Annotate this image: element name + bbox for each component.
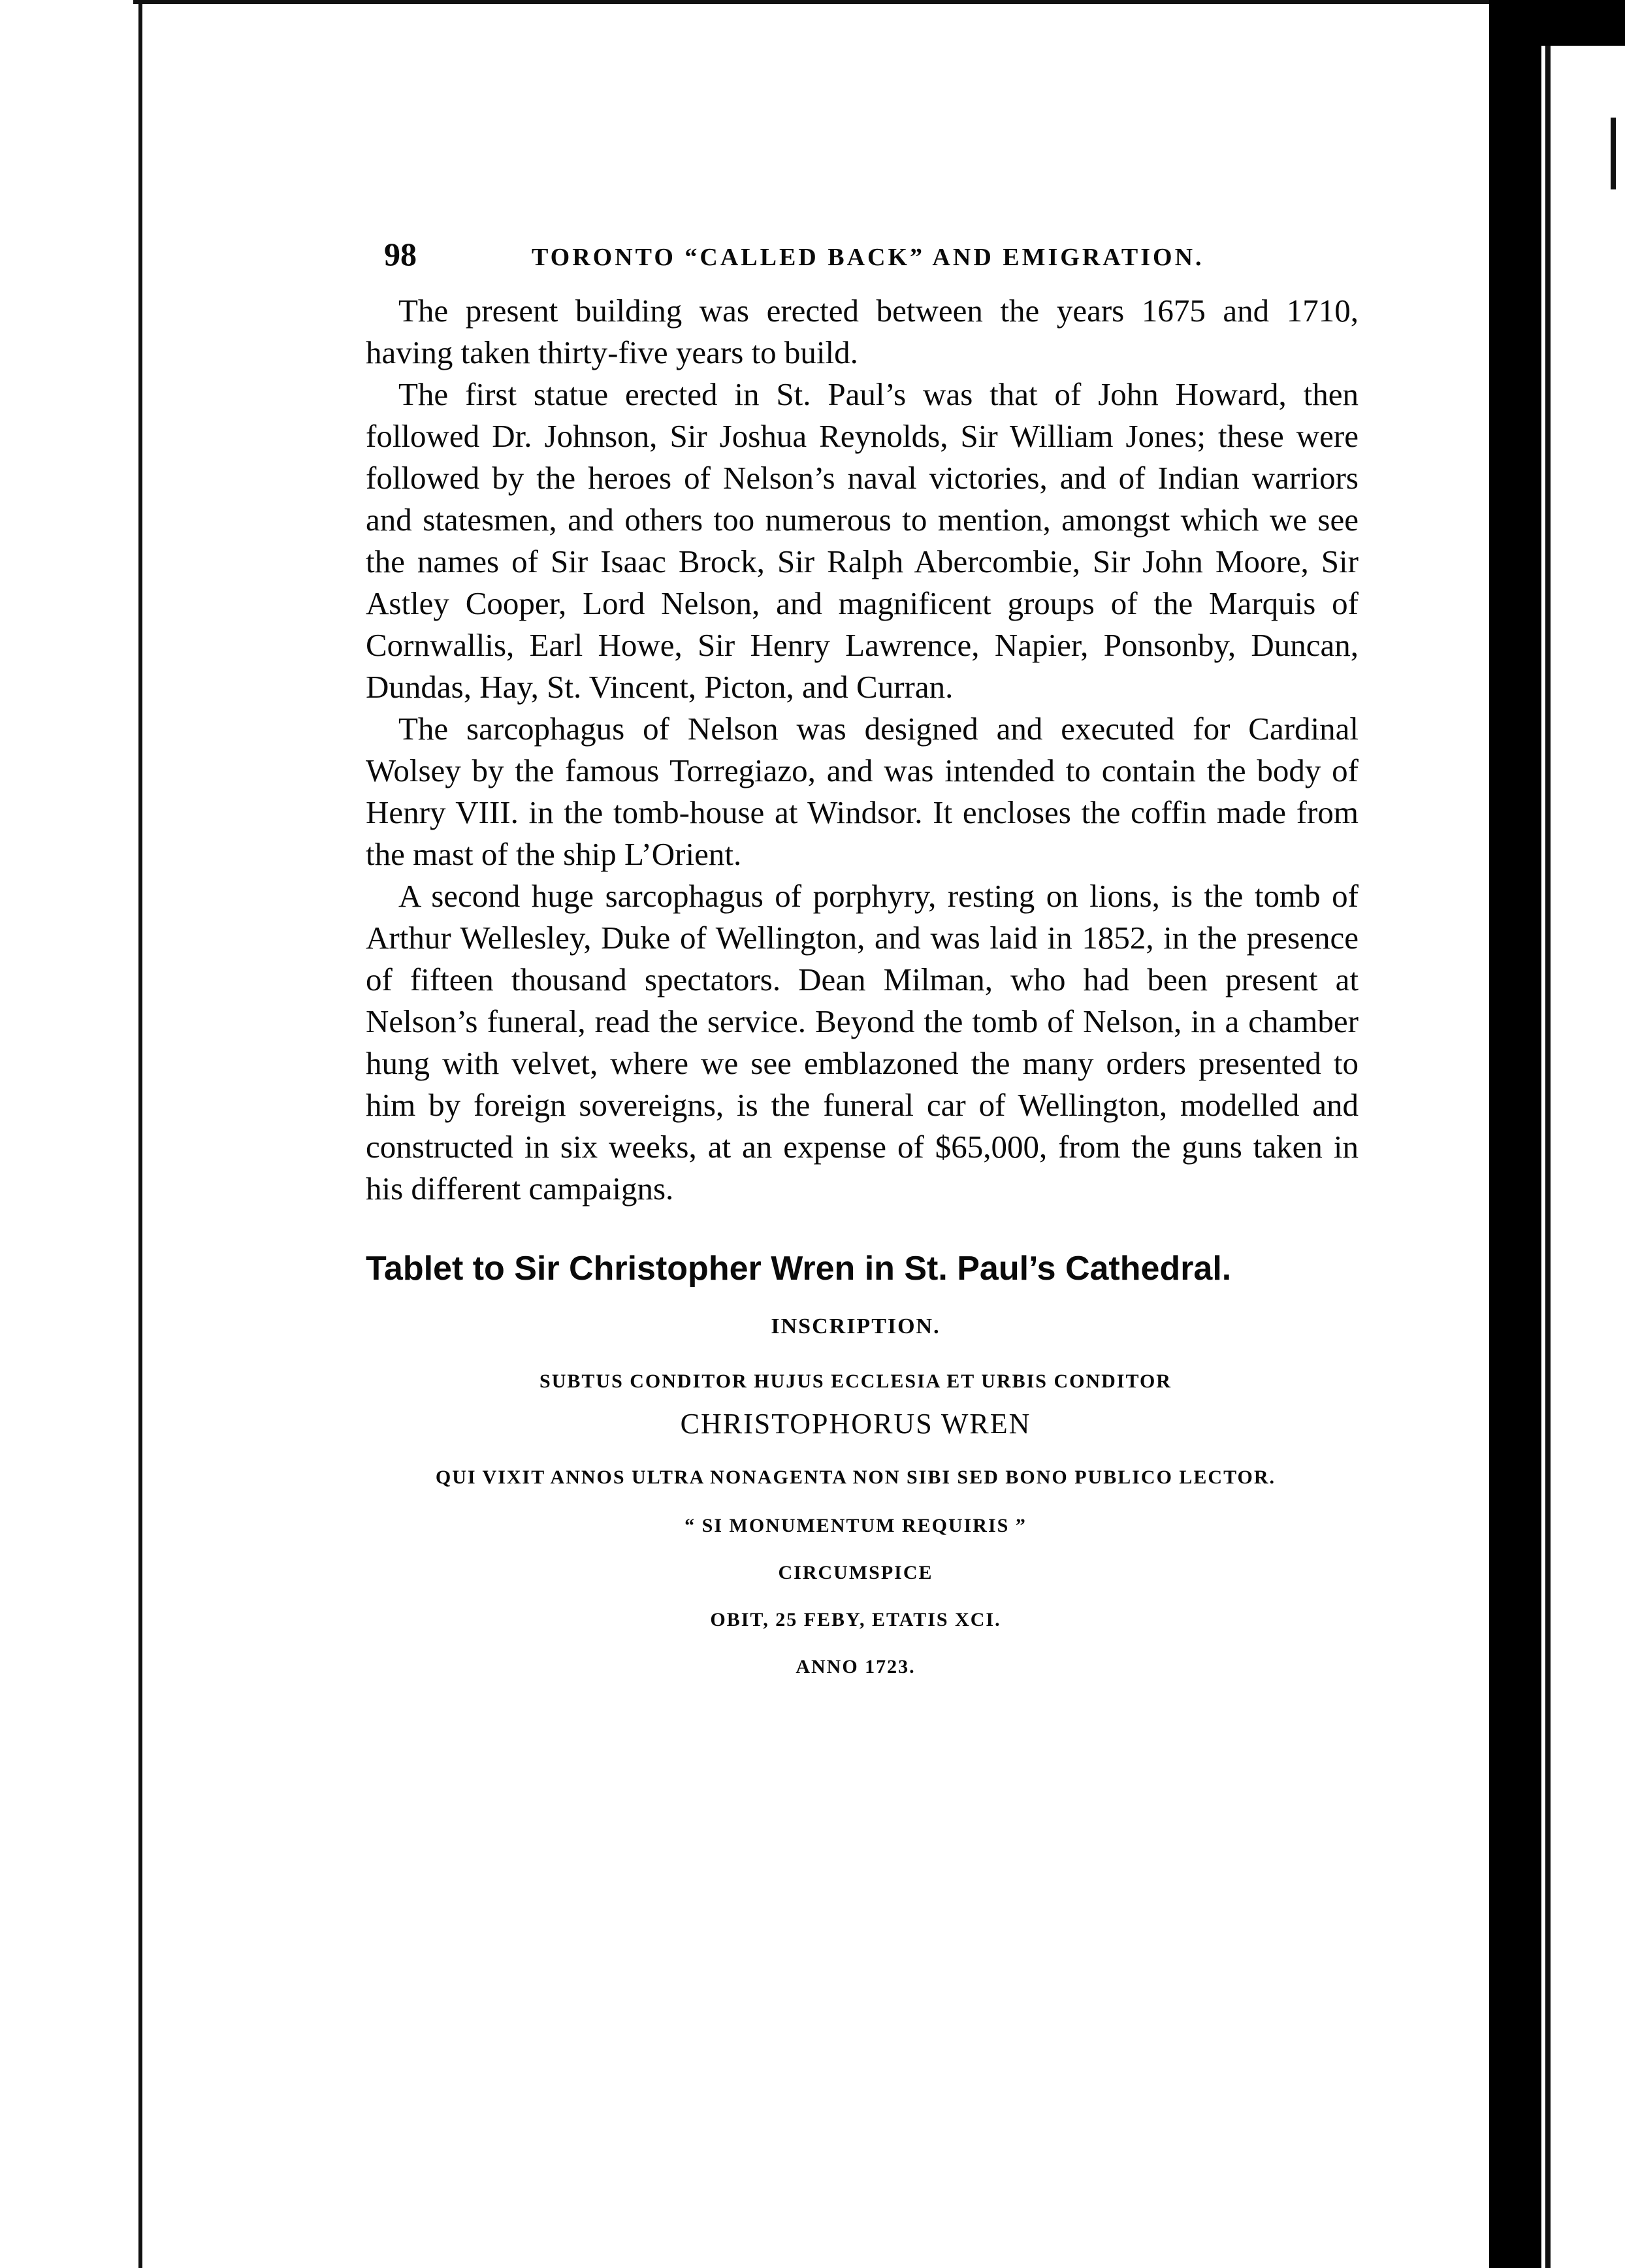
binding-edge-left (138, 0, 142, 2268)
scan-margin-left (0, 0, 129, 2268)
running-head (366, 235, 1359, 277)
inscription-heading: INSCRIPTION. (771, 1314, 941, 1338)
tablet-title: Tablet to Sir Christopher Wren in St. Paul’s Cathedral. (366, 1250, 1232, 1288)
inscription-line: SUBTUS CONDITOR HUJUS ECCLESIA ET URBIS CONDITOR (539, 1370, 1172, 1392)
running-title: TORONTO “CALLED BACK” AND EMIGRATION. (532, 244, 1204, 271)
inscription-year: ANNO 1723. (796, 1656, 916, 1677)
facing-page-border (1545, 46, 1551, 2268)
paragraph-statues: The first statue erected in St. Paul’s was that of John Howard, then followed Dr. Johnson, Sir Joshua Reynolds, Sir William Jones; these were followed by the heroes of Nelson’s naval victories, and of Indian warriors and statesmen, and others too numerous to mention, amongst which we see the names of Sir Isaac Brock, Sir Ralph Abercombie, Sir John Moore, Sir Astley Cooper, Lord Nelson, and magnificent groups of the Marquis of Cornwallis, Earl Howe, Sir Henry Lawrence, Napier, Ponsonby, Duncan, Dundas, Hay, St. Vincent, Picton, and Curran. (366, 376, 1359, 705)
inscription (366, 1314, 1345, 1678)
paragraph-building: The present building was erected between the years 1675 and 1710, having taken thirty-five years to build. (366, 293, 1359, 370)
inscription-line: OBIT, 25 FEBY, ETATIS XCI. (710, 1609, 1001, 1630)
book-page (366, 235, 1359, 1678)
paragraph-nelson-sarcophagus: The sarcophagus of Nelson was designed and executed for Cardinal Wolsey by the famous Torregiazo, and was intended to contain the body of Henry VIII. in the tomb-house at Windsor. It encloses the coffin made from the mast of the ship L’Orient. (366, 711, 1359, 872)
inscription-line: CIRCUMSPICE (778, 1562, 933, 1583)
page-number: 98 (384, 236, 417, 272)
body-text (366, 290, 1359, 1210)
scan-edge-top (133, 0, 1498, 4)
facing-page-mark (1611, 118, 1616, 189)
inscription-line: QUI VIXIT ANNOS ULTRA NONAGENTA NON SIBI SED BONO PUBLICO LECTOR. (435, 1466, 1276, 1488)
inscription-name: CHRISTOPHORUS WREN (680, 1408, 1031, 1440)
paragraph-wellington-tomb: A second huge sarcophagus of porphyry, resting on lions, is the tomb of Arthur Wellesley, Duke of Wellington, and was laid in 1852, in the presence of fifteen thousand spectators. Dean Milman, who had been present at Nelson’s funeral, read the service. Beyond the tomb of Nelson, in a chamber hung with velvet, where we see emblazoned the many orders presented to him by foreign sovereigns, is the funeral car of Wellington, modelled and constructed in six weeks, at an expense of $65,000, from the guns taken in his different campaigns. (366, 878, 1359, 1207)
facing-page-edge (1541, 46, 1625, 2268)
inscription-line: “ SI MONUMENTUM REQUIRIS ” (684, 1515, 1027, 1536)
